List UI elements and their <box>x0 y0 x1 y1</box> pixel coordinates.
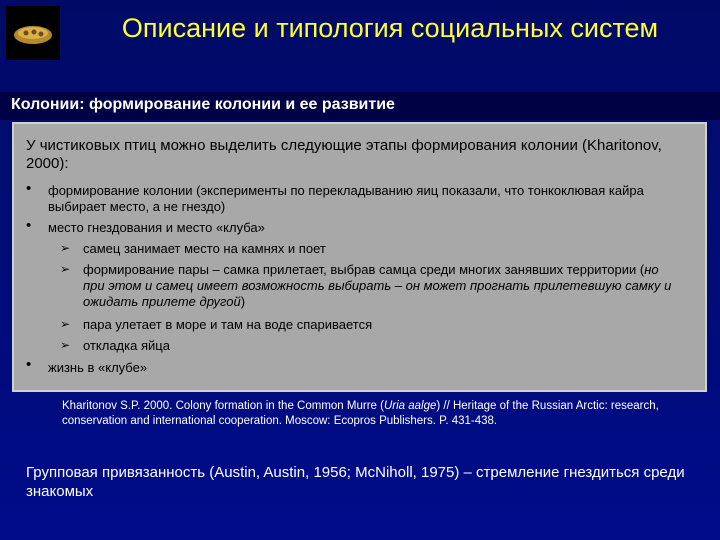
bullet-item: жизнь в «клубе» <box>48 360 148 375</box>
bullet-icon: • <box>26 356 32 373</box>
sub-item: самец занимает место на камнях и поет <box>83 241 326 256</box>
sub-item: пара улетает в море и там на воде спаривается <box>83 317 373 332</box>
sub-item <box>83 262 683 310</box>
bullet-item: место гнездования и место «клуба» <box>48 220 265 235</box>
bullet-icon: • <box>26 180 32 197</box>
reference-species: Uria aalge <box>383 400 437 412</box>
reference <box>62 399 712 429</box>
page-title: Описание и типология социальных систем <box>121 13 659 43</box>
summary-text: Групповая привязанность (Austin, Austin, 1956; McNiholl, 1975) – стремление гнездиться среди знакомых <box>26 464 685 500</box>
bullet-icon: • <box>26 217 32 234</box>
logo-image <box>6 6 60 60</box>
sub-item-text: формирование пары – самка прилетает, выбрав самца среди многих занявших территории ( <box>83 262 645 277</box>
intro-text: У чистиковых птиц можно выделить следующие этапы формирования колонии (Kharitonov, 2000): <box>26 137 662 172</box>
arrow-bullet-icon: ➢ <box>60 241 71 255</box>
bullet-item: формирование колонии (эксперименты по перекладыванию яиц показали, что тонкоклювая кайра выбирает место, а не гнездо) <box>48 183 644 214</box>
sub-item-italic: но при этом и самец имеет возможность выбирать – он может прогнать прилетевшую самку и ожидать прилете другой <box>83 262 672 309</box>
reference-text: Kharitonov S.P. 2000. Colony formation in the Common Murre ( <box>62 400 384 412</box>
arrow-bullet-icon: ➢ <box>60 262 71 276</box>
sub-item: откладка яйца <box>83 338 170 353</box>
arrow-bullet-icon: ➢ <box>60 317 71 331</box>
arrow-bullet-icon: ➢ <box>60 338 71 352</box>
section-subtitle: Колонии: формирование колонии и ее развитие <box>11 96 395 113</box>
sub-item-end: ) <box>240 294 246 309</box>
logo <box>6 6 60 60</box>
reference-text-end: ) // Heritage of the Russian Arctic: research, conservation and international cooperation. Moscow: Ecopros Publishers. P. 431-438. <box>62 400 659 427</box>
